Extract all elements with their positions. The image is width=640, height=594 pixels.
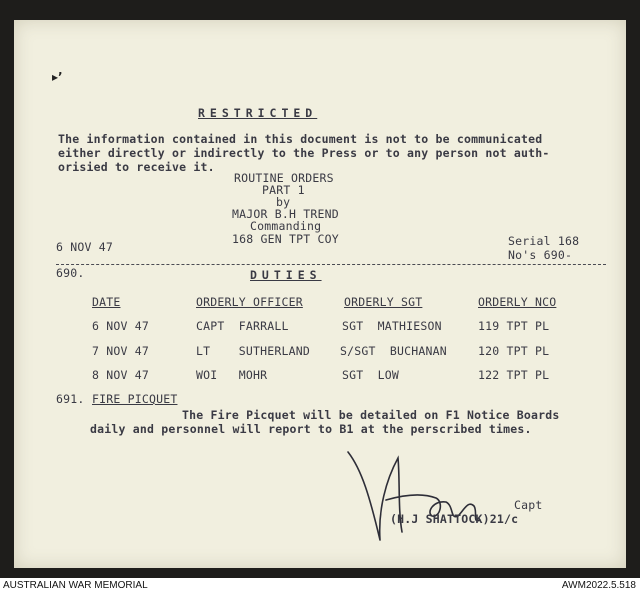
- header-by: by: [276, 195, 291, 209]
- header-part: PART 1: [262, 183, 305, 197]
- row-officer: LT SUTHERLAND: [196, 344, 310, 358]
- signature-rank: Capt: [514, 498, 543, 512]
- header-major: MAJOR B.H TREND: [232, 207, 339, 221]
- column-orderly-nco: ORDERLY NCO: [478, 295, 557, 309]
- corner-mark: ▸’: [52, 70, 63, 84]
- footer-source: AUSTRALIAN WAR MEMORIAL: [3, 580, 148, 591]
- fire-picquet-line-1: The Fire Picquet will be detailed on F1 Notice Boards: [182, 408, 560, 422]
- row-officer: WOI MOHR: [196, 368, 268, 382]
- row-sgt: S/SGT BUCHANAN: [340, 344, 447, 358]
- header-commanding: Commanding: [250, 219, 322, 233]
- row-nco: 119 TPT PL: [478, 319, 550, 333]
- row-nco: 122 TPT PL: [478, 368, 550, 382]
- row-sgt: SGT MATHIESON: [342, 319, 442, 333]
- fire-picquet-heading: FIRE PICQUET: [92, 392, 178, 406]
- row-nco: 120 TPT PL: [478, 344, 550, 358]
- notice-line-3: orisied to receive it.: [58, 160, 215, 174]
- header-routine-orders: ROUTINE ORDERS: [234, 171, 334, 185]
- restricted-heading: RESTRICTED: [198, 106, 318, 120]
- row-date: 7 NOV 47: [92, 344, 149, 358]
- duties-heading: DUTIES: [250, 268, 322, 282]
- nos-range: No's 690-: [508, 248, 573, 262]
- serial-number: Serial 168: [508, 234, 580, 248]
- document-paper: [14, 20, 626, 568]
- item-691-number: 691.: [56, 392, 85, 406]
- notice-line-1: The information contained in this document is not to be communicated: [58, 132, 543, 146]
- footer-accession-number: AWM2022.5.518: [561, 580, 636, 591]
- column-orderly-officer: ORDERLY OFFICER: [196, 295, 303, 309]
- footer-bar: [0, 578, 640, 594]
- column-orderly-sgt: ORDERLY SGT: [344, 295, 423, 309]
- item-690-number: 690.: [56, 266, 85, 280]
- separator-line: [56, 264, 606, 265]
- order-date: 6 NOV 47: [56, 240, 113, 254]
- header-unit: 168 GEN TPT COY: [232, 232, 339, 246]
- signature-scrawl: [340, 440, 490, 550]
- notice-line-2: either directly or indirectly to the Press or to any person not auth-: [58, 146, 550, 160]
- row-date: 6 NOV 47: [92, 319, 149, 333]
- row-officer: CAPT FARRALL: [196, 319, 289, 333]
- row-date: 8 NOV 47: [92, 368, 149, 382]
- signature-name: (H.J SHATTOCK)21/c: [390, 512, 519, 526]
- row-sgt: SGT LOW: [342, 368, 399, 382]
- fire-picquet-line-2: daily and personnel will report to B1 at the perscribed times.: [90, 422, 532, 436]
- column-date: DATE: [92, 295, 121, 309]
